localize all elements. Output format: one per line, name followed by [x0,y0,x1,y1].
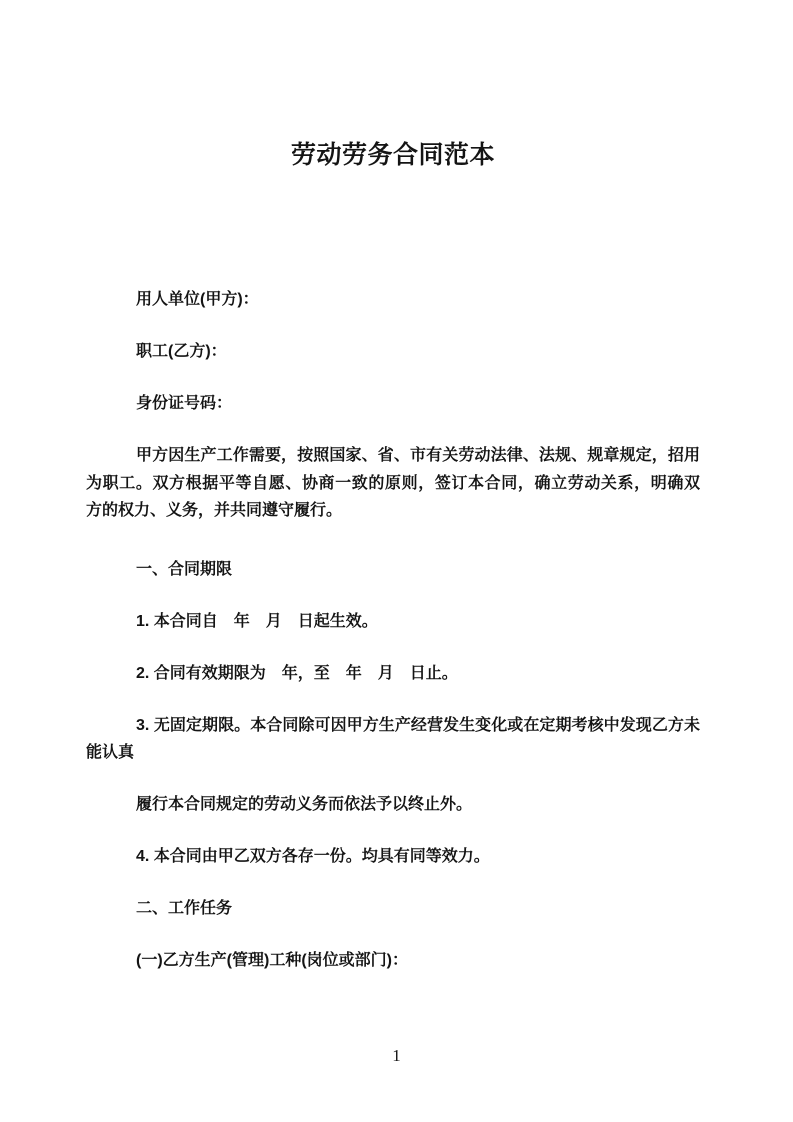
section-2-item-1-job-position: (一)乙方生产(管理)工种(岗位或部门)： [136,952,408,969]
section-2-heading: 二、工作任务 [136,900,233,917]
clause-3-open-term [86,712,700,767]
intro-line-2: 为职工。双方根据平等自愿、协商一致的原则，签订本合同，确立劳动关系，明确双 [86,474,700,492]
intro-line-3: 方的权力、义务，并共同遵守履行。 [86,502,343,519]
field-id-number: 身份证号码： [136,395,233,412]
intro-line-1: 甲方因生产工作需要，按照国家、省、市有关劳动法律、法规、规章规定，招用 [136,447,700,464]
clause-1-effective-date: 1. 本合同自 年 月 日起生效。 [136,612,378,630]
document-title: 劳动劳务合同范本 [290,141,495,169]
clause-3-continuation: 履行本合同规定的劳动义务而依法予以终止外。 [136,796,473,813]
clause-2-validity-period: 2. 合同有效期限为 年，至 年 月 日止。 [136,664,458,682]
clause-3-line-2: 能认真 [86,744,135,761]
clause-4-copies: 4. 本合同由甲乙双方各存一份。均具有同等效力。 [136,848,490,865]
field-employer-party-a: 用人单位(甲方)： [136,291,259,308]
field-employee-party-b: 职工(乙方)： [136,343,227,360]
clause-3-line-1: 3. 无固定期限。本合同除可因甲方生产经营发生变化或在定期考核中发现乙方未 [136,716,700,734]
section-1-heading: 一、合同期限 [136,560,233,578]
page-number: 1 [392,1046,401,1065]
intro-paragraph [86,442,700,525]
